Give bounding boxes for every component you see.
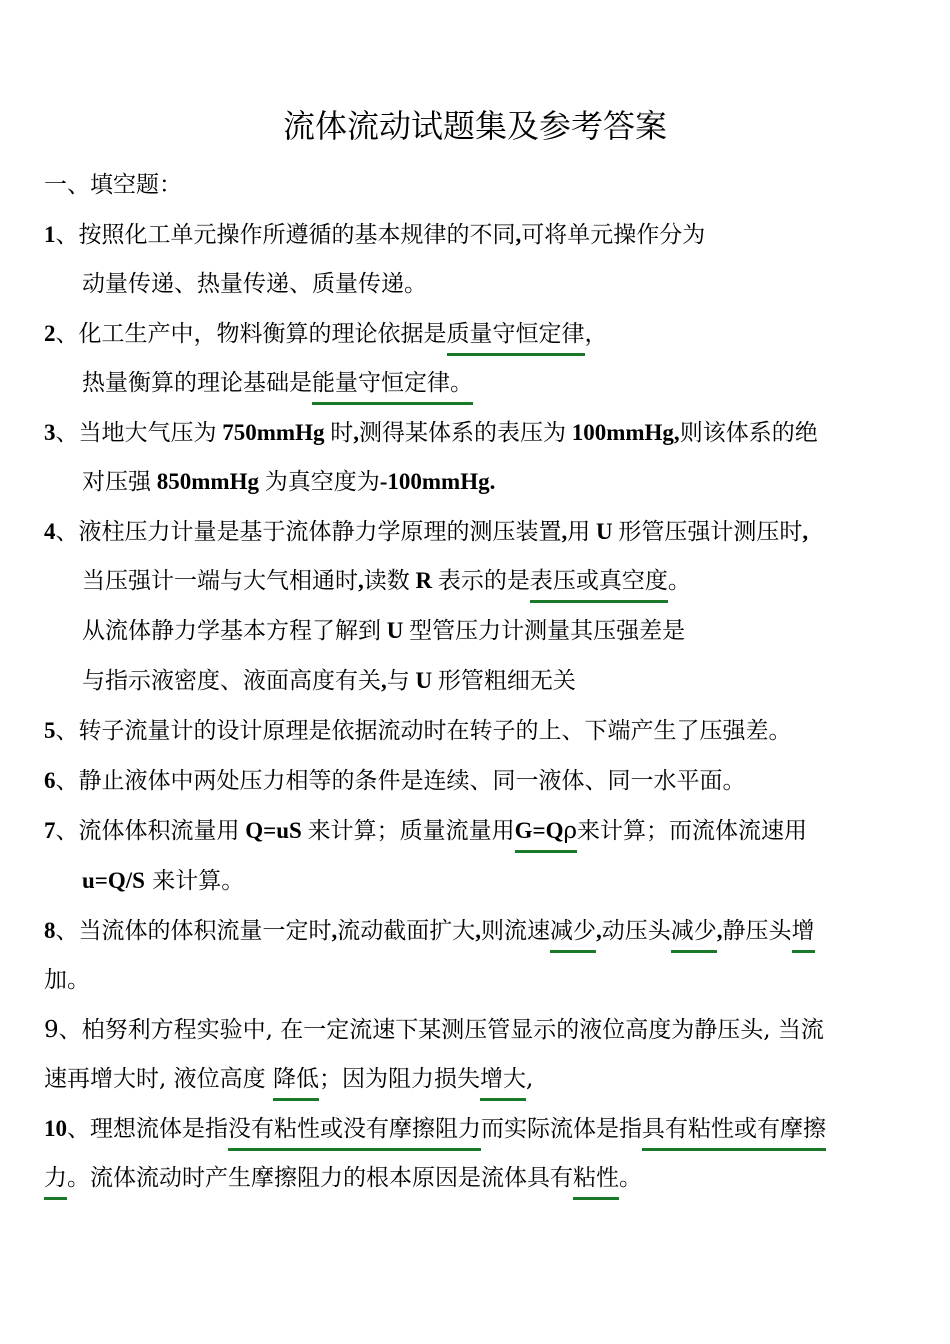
question-3-line-2: 对压强 850mmHg 为真空度为-100mmHg. <box>82 469 496 495</box>
answer-underlined: 具有粘性或有摩擦 <box>642 1114 826 1151</box>
question-number: 6 <box>44 768 56 793</box>
question-9: 9、柏努利方程实验中, 在一定流速下某测压管显示的液位高度为静压头, 当流 <box>44 1017 824 1043</box>
answer-underlined: G=Qρ <box>515 816 577 853</box>
question-4-line-3: 从流体静力学基本方程了解到 U 型管压力计测量其压强差是 <box>82 618 686 644</box>
page-title: 流体流动试题集及参考答案 <box>282 107 667 145</box>
question-number: 8 <box>44 918 56 943</box>
answer-underlined: 增 <box>792 916 815 953</box>
question-1-answer: 动量传递、热量传递、质量传递。 <box>82 271 427 297</box>
question-number: 1 <box>44 222 56 247</box>
question-4-line-2: 当压强计一端与大气相通时,读数 R 表示的是表压或真空度。 <box>82 564 912 603</box>
question-4: 4、液柱压力计量是基于流体静力学原理的测压装置,用 U 形管压强计测压时, <box>44 519 809 545</box>
answer-underlined: 降低 <box>273 1064 319 1101</box>
answer-underlined: 表压或真空度 <box>530 566 668 603</box>
question-9-line-2: 速再增大时, 液位高度 降低；因为阻力损失增大, <box>44 1062 914 1101</box>
answer-underlined: 减少 <box>550 916 596 953</box>
question-number: 7 <box>44 818 56 843</box>
answer-underlined: 能量守恒定律。 <box>312 368 473 405</box>
question-10: 10、理想流体是指没有粘性或没有摩擦阻力而实际流体是指具有粘性或有摩擦 <box>44 1112 914 1151</box>
answer-underlined: 粘性 <box>573 1163 619 1200</box>
question-2-line-2: 热量衡算的理论基础是能量守恒定律。 <box>82 366 912 405</box>
answer-underlined: 减少 <box>671 916 717 953</box>
question-7: 7、流体体积流量用 Q=uS 来计算；质量流量用G=Qρ来计算；而流体流速用 <box>44 814 914 853</box>
question-3: 3、当地大气压为 750mmHg 时,测得某体系的表压为 100mmHg,则该体系的绝 <box>44 420 818 446</box>
question-number: 5 <box>44 718 56 743</box>
question-8: 8、当流体的体积流量一定时,流动截面扩大,则流速减少,动压头减少,静压头增 <box>44 914 914 953</box>
question-number: 4 <box>44 519 56 544</box>
answer-underlined: 质量守恒定律 <box>447 319 585 356</box>
question-number: 3 <box>44 420 56 445</box>
question-10-line-2: 力。流体流动时产生摩擦阻力的根本原因是流体具有粘性。 <box>44 1161 914 1200</box>
answer-underlined: 力 <box>44 1163 67 1200</box>
question-5: 5、转子流量计的设计原理是依据流动时在转子的上、下端产生了压强差。 <box>44 718 792 744</box>
question-6: 6、静止液体中两处压力相等的条件是连续、同一液体、同一水平面。 <box>44 768 746 794</box>
question-1: 1、按照化工单元操作所遵循的基本规律的不同,可将单元操作分为 <box>44 222 706 248</box>
section-heading: 一、填空题： <box>44 172 182 198</box>
question-8-line-2: 加。 <box>44 967 90 993</box>
question-number: 2 <box>44 321 56 346</box>
answer-underlined: 没有粘性或没有摩擦阻力 <box>228 1114 481 1151</box>
question-number: 10 <box>44 1116 67 1141</box>
question-2: 2、化工生产中，物料衡算的理论依据是质量守恒定律， <box>44 317 914 356</box>
question-4-line-4: 与指示液密度、液面高度有关,与 U 形管粗细无关 <box>82 668 576 694</box>
answer-underlined: 增大 <box>480 1064 526 1101</box>
question-7-line-2: u=Q/S 来计算。 <box>82 868 245 894</box>
